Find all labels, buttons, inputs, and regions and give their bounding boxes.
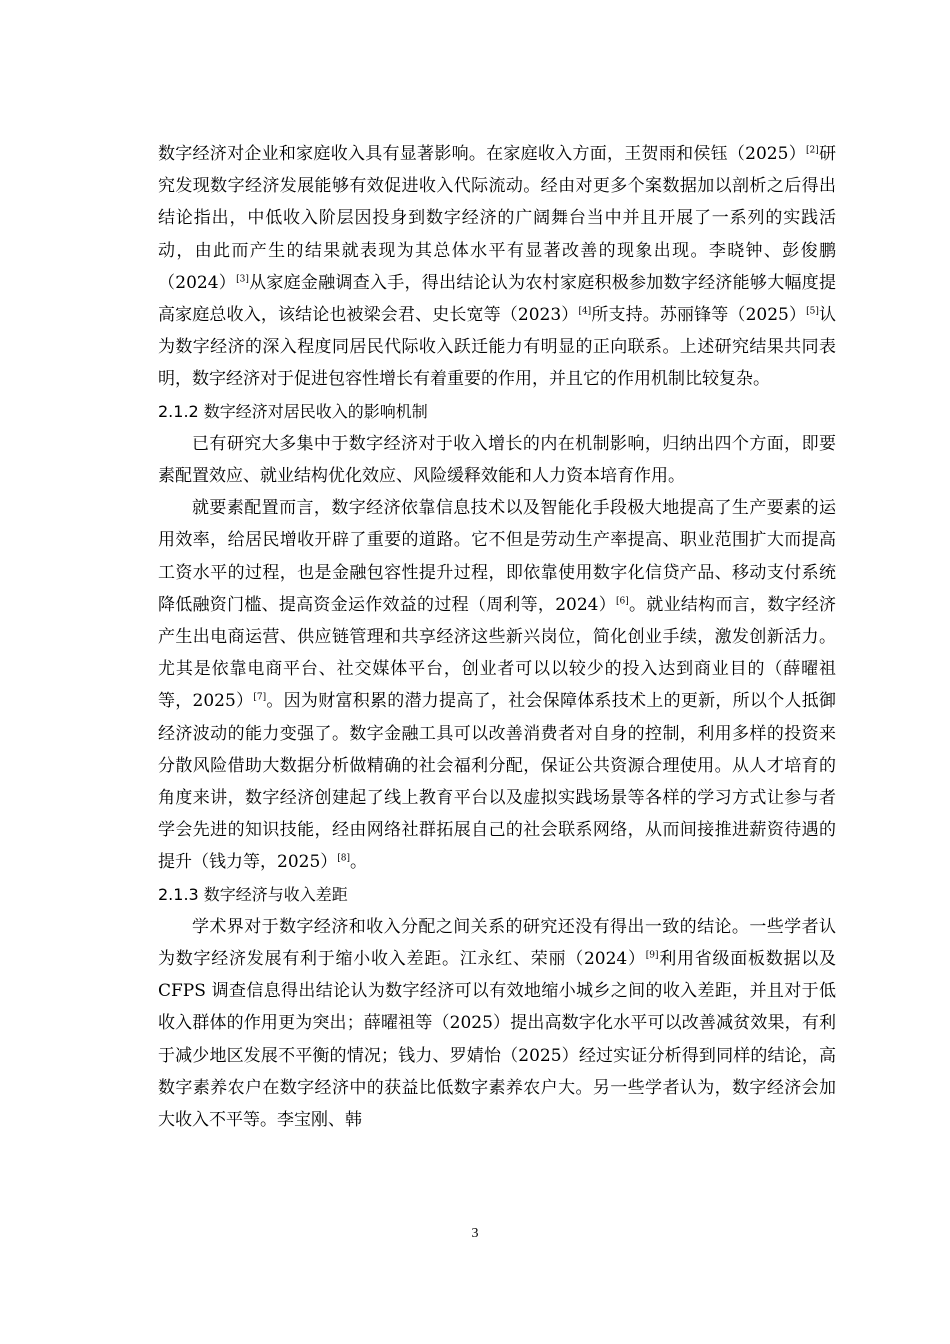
paragraph-income-gap: 学术界对于数字经济和收入分配之间关系的研究还没有得出一致的结论。一些学者认为数字经济发展有利于缩小收入差距。江永红、荣丽（2024）[9]利用省级面板数据以及 CFPS 调查信息得出结论认为数字经济可以有效地缩小城乡之间的收入差距，并且对于低收入群体的作用更为突出；薛曜祖等（2025）提出高数字化水平可以改善减贫效果，有利于减少地区发展不平衡的情况；钱力、罗婧怡（2025）经过实证分析得到同样的结论，高数字素养农户在数字经济中的获益比低数字素养农户大。另一些学者认为，数字经济会加大收入不平等。李宝刚、韩 [158, 916, 837, 1131]
section-heading-2-1-3: 2.1.3 数字经济与收入差距 [158, 884, 348, 904]
citation-marker: [6] [616, 596, 629, 607]
paragraph-mechanism-overview: 已有研究大多集中于数字经济对于收入增长的内在机制影响，归纳出四个方面，即要素配置效应、就业结构优化效应、风险缓释效能和人力资本培育作用。 [158, 433, 836, 487]
citation-marker: [7] [253, 692, 267, 703]
citation-marker: [4] [578, 306, 592, 317]
paragraph-factor-allocation: 就要素配置而言，数字经济依靠信息技术以及智能化手段极大地提高了生产要素的运用效率，给居民增收开辟了重要的道路。它不但是劳动生产率提高、职业范围扩大而提高工资水平的过程，也是金融包容性提升过程，即依靠使用数字化信贷产品、移动支付系统降低融资门槛、提高资金运作效益的过程（周利等，2024）[6]。就业结构而言，数字经济产生出电商运营、供应链管理和共享经济这些新兴岗位，简化创业手续，激发创新活力。尤其是依靠电商平台、社交媒体平台，创业者可以以较少的投入达到商业目的（薛曜祖等，2025）[7]。因为财富积累的潜力提高了，社会保障体系技术上的更新，所以个人抵御经济波动的能力变强了。数字金融工具可以改善消费者对自身的控制，利用多样的投资来分散风险借助大数据分析做精确的社会福利分配，保证公共资源合理使用。从人才培育的角度来讲，数字经济创建起了线上教育平台以及虚拟实践场景等各样的学习方式让参与者学会先进的知识技能，经由网络社群拓展自己的社会联系网络，从而间接推进薪资待遇的提升（钱力等，2025）[8]。 [158, 498, 837, 873]
citation-marker: [2] [805, 145, 819, 156]
citation-marker: [5] [806, 306, 819, 317]
page-number: 3 [471, 1226, 479, 1241]
document-body [158, 138, 836, 1136]
citation-marker: [3] [236, 274, 249, 285]
citation-marker: [9] [645, 950, 659, 961]
section-heading-2-1-2: 2.1.2 数字经济对居民收入的影响机制 [158, 401, 428, 421]
citation-marker: [8] [337, 853, 351, 864]
paragraph-household-income: 数字经济对企业和家庭收入具有显著影响。在家庭收入方面，王贺雨和侯钰（2025）[2]研究发现数字经济发展能够有效促进收入代际流动。经由对更多个案数据加以剖析之后得出结论指出，中低收入阶层因投身到数字经济的广阔舞台当中并且开展了一系列的实践活动，由此而产生的结果就表现为其总体水平有显著改善的现象出现。李晓钟、彭俊鹏（2024）[3]从家庭金融调查入手，得出结论认为农村家庭积极参加数字经济能够大幅度提高家庭总收入，该结论也被梁会君、史长宽等（2023）[4]所支持。苏丽锋等（2025）[5]认为数字经济的深入程度同居民代际收入跃迁能力有明显的正向联系。上述研究结果共同表明，数字经济对于促进包容性增长有着重要的作用，并且它的作用机制比较复杂。 [158, 144, 837, 390]
